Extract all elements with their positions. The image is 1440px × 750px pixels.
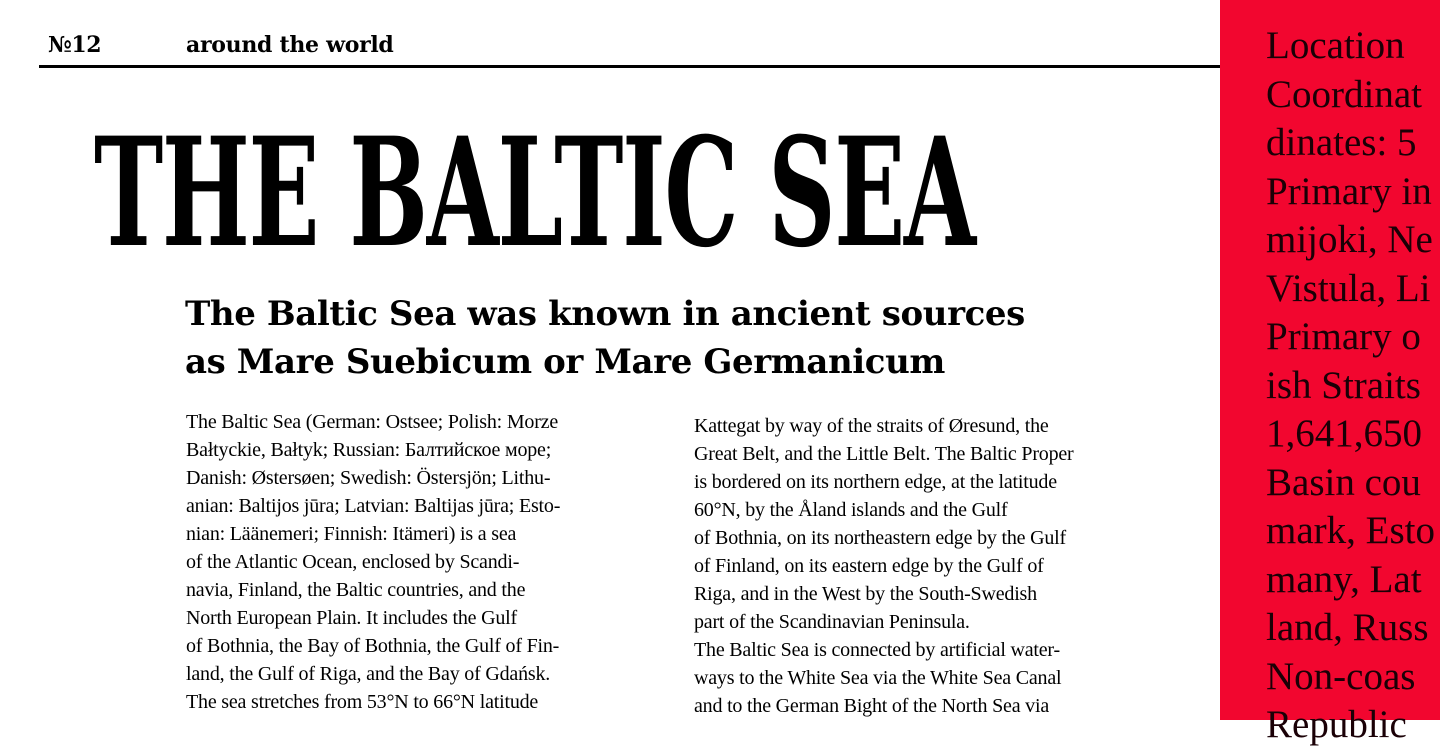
body-column-left <box>186 408 560 716</box>
issue-number: №12 <box>48 32 102 58</box>
header-rule <box>39 65 1220 68</box>
body-line: 60°N, by the Åland islands and the Gulf <box>694 499 1008 521</box>
facts-line: Primary in <box>1266 169 1432 213</box>
facts-line: Republic <box>1266 703 1407 746</box>
body-line: part of the Scandinavian Peninsula. <box>694 611 970 633</box>
body-line: of the Atlantic Ocean, enclosed by Scandi- <box>186 551 520 573</box>
section-title: around the world <box>186 32 394 58</box>
body-line: The sea stretches from 53°N to 66°N latitude <box>186 691 539 713</box>
facts-line: Location <box>1266 24 1405 67</box>
facts-line: Coordinat <box>1266 72 1422 116</box>
facts-line: Basin cou <box>1266 460 1421 504</box>
body-line: ways to the White Sea via the White Sea Canal <box>694 667 1062 689</box>
body-line: North European Plain. It includes the Gulf <box>186 607 517 629</box>
body-line: The Baltic Sea (German: Ostsee; Polish: Morze <box>186 411 559 433</box>
facts-text <box>1266 22 1435 750</box>
deck-line: as Mare Suebicum or Mare Germanicum <box>185 342 945 382</box>
deck <box>185 290 1085 386</box>
body-line: The Baltic Sea is connected by artificial water- <box>694 639 1060 661</box>
headline: THE BALTIC SEA <box>94 105 975 281</box>
deck-line: The Baltic Sea was known in ancient sources <box>185 294 1025 334</box>
facts-line: mijoki, Ne <box>1266 218 1433 261</box>
body-line: Bałtyckie, Bałtyk; Russian: Балтийское море; <box>186 439 552 461</box>
body-line: Great Belt, and the Little Belt. The Baltic Proper <box>694 443 1074 465</box>
body-line: nian: Läänemeri; Finnish: Itämeri) is a sea <box>186 523 517 545</box>
facts-line: Non-coas <box>1266 654 1416 698</box>
facts-line: land, Russ <box>1266 606 1429 649</box>
facts-line: mark, Esto <box>1266 509 1435 552</box>
body-line: is bordered on its northern edge, at the latitude <box>694 471 1057 493</box>
body-line: of Finland, on its eastern edge by the Gulf of <box>694 555 1044 577</box>
body-line: Danish: Østersøen; Swedish: Östersjön; Lithu- <box>186 467 551 489</box>
facts-line: 1,641,650 <box>1266 412 1422 455</box>
facts-sidebar <box>1220 0 1440 746</box>
body-line: Kattegat by way of the straits of Øresund, the <box>694 415 1049 437</box>
facts-line: many, Lat <box>1266 557 1422 601</box>
body-line: of Bothnia, the Bay of Bothnia, the Gulf of Fin- <box>186 635 560 657</box>
facts-line: Vistula, Li <box>1266 266 1431 310</box>
facts-line: ish Straits <box>1266 363 1421 407</box>
facts-line: Primary o <box>1266 315 1421 358</box>
body-line: and to the German Bight of the North Sea via <box>694 695 1049 717</box>
facts-line: dinates: 5 <box>1266 121 1417 164</box>
body-line: Riga, and in the West by the South-Swedish <box>694 583 1037 605</box>
body-line: of Bothnia, on its northeastern edge by the Gulf <box>694 527 1066 549</box>
body-line: navia, Finland, the Baltic countries, and the <box>186 579 526 601</box>
body-line: land, the Gulf of Riga, and the Bay of Gdańsk. <box>186 663 551 685</box>
body-column-right <box>694 412 1074 720</box>
body-line: anian: Baltijos jūra; Latvian: Baltijas jūra; Esto- <box>186 495 561 517</box>
